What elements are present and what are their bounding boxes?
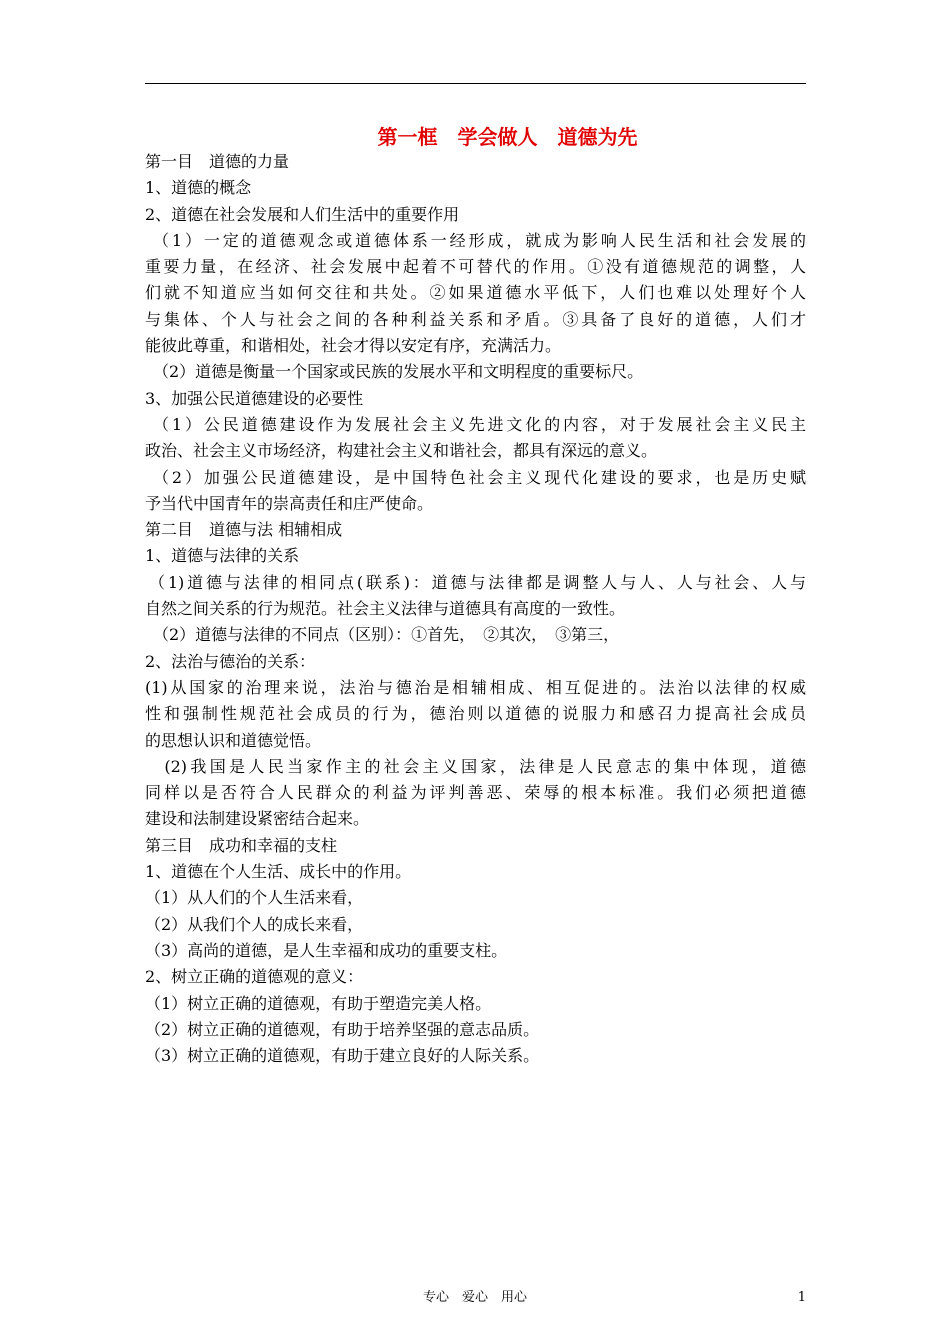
- paragraph-line: 能彼此尊重，和谐相处，社会才得以安定有序，充满活力。: [145, 336, 562, 356]
- document-body: [145, 149, 806, 1069]
- paragraph-line: (2)我国是人民当家作主的社会主义国家，法律是人民意志的集中体现，道德: [145, 756, 806, 776]
- paragraph-line: 重要力量，在经济、社会发展中起着不可替代的作用。①没有道德规范的调整，人: [145, 257, 806, 277]
- paragraph-line: 的思想认识和道德觉悟。: [145, 730, 322, 750]
- heading-item: 1、道德在个人生活、成长中的作用。: [145, 862, 412, 882]
- paragraph-line: 自然之间关系的行为规范。社会主义法律与道德具有高度的一致性。: [145, 599, 626, 619]
- section-heading-3: 第三目 成功和幸福的支柱: [145, 835, 338, 855]
- list-item: （2）树立正确的道德观，有助于培养坚强的意志品质。: [145, 1019, 540, 1039]
- heading-item: 1、道德的概念: [145, 178, 252, 198]
- list-item: （1）树立正确的道德观，有助于塑造完美人格。: [145, 993, 492, 1013]
- paragraph-line: (1)从国家的治理来说，法治与德治是相辅相成、相互促进的。法治以法律的权威: [145, 677, 806, 697]
- paragraph-line: （1）公民道德建设作为发展社会主义先进文化的内容，对于发展社会主义民主: [153, 414, 806, 434]
- heading-item: 2、道德在社会发展和人们生活中的重要作用: [145, 204, 460, 224]
- heading-item: 2、法治与德治的关系：: [145, 651, 316, 671]
- page-title: 第一框 学会做人 道德为先: [377, 125, 638, 149]
- list-item: （3）树立正确的道德观，有助于建立良好的人际关系。: [145, 1046, 540, 1066]
- list-item: （3）高尚的道德，是人生幸福和成功的重要支柱。: [145, 940, 508, 960]
- list-item: （2）从我们个人的成长来看，: [145, 914, 364, 934]
- paragraph-line: 性和强制性规范社会成员的行为，德治则以道德的说服力和感召力提高社会成员: [145, 704, 806, 724]
- paragraph-line: （2）道德与法律的不同点（区别）：①首先， ②其次， ③第三，: [145, 625, 620, 645]
- section-heading-1: 第一目 道德的力量: [145, 152, 290, 171]
- section-heading-2: 第二目 道德与法 相辅相成: [145, 520, 343, 540]
- heading-item: 2、树立正确的道德观的意义：: [145, 967, 364, 987]
- page-footer: 专心 爱心 用心: [422, 1290, 527, 1305]
- heading-item: 3、加强公民道德建设的必要性: [145, 388, 364, 408]
- header-rule: [145, 83, 806, 84]
- paragraph-line: 建设和法制建设紧密结合起来。: [145, 809, 370, 829]
- paragraph-line: （1）一定的道德观念或道德体系一经形成，就成为影响人民生活和社会发展的: [153, 230, 806, 250]
- paragraph-line: 予当代中国青年的崇高责任和庄严使命。: [145, 493, 434, 513]
- paragraph-line: 与集体、个人与社会之间的各种利益关系和矛盾。③具备了良好的道德，人们才: [145, 309, 806, 329]
- page-number: 1: [797, 1290, 806, 1305]
- paragraph-line: （2）加强公民道德建设，是中国特色社会主义现代化建设的要求，也是历史赋: [153, 467, 806, 487]
- heading-item: 1、道德与法律的关系: [145, 546, 300, 566]
- paragraph-line: 政治、社会主义市场经济，构建社会主义和谐社会，都具有深远的意义。: [145, 441, 658, 461]
- paragraph-line: 们就不知道应当如何交往和共处。②如果道德水平低下，人们也难以处理好个人: [145, 283, 806, 303]
- list-item: （1）从人们的个人生活来看，: [145, 888, 364, 908]
- paragraph-line: （1)道德与法律的相同点(联系)：道德与法律都是调整人与人、人与社会、人与: [149, 572, 806, 592]
- paragraph-line: 同样以是否符合人民群众的利益为评判善恶、荣辱的根本标准。我们必须把道德: [145, 783, 806, 803]
- paragraph-line: （2）道德是衡量一个国家或民族的发展水平和文明程度的重要标尺。: [145, 362, 644, 382]
